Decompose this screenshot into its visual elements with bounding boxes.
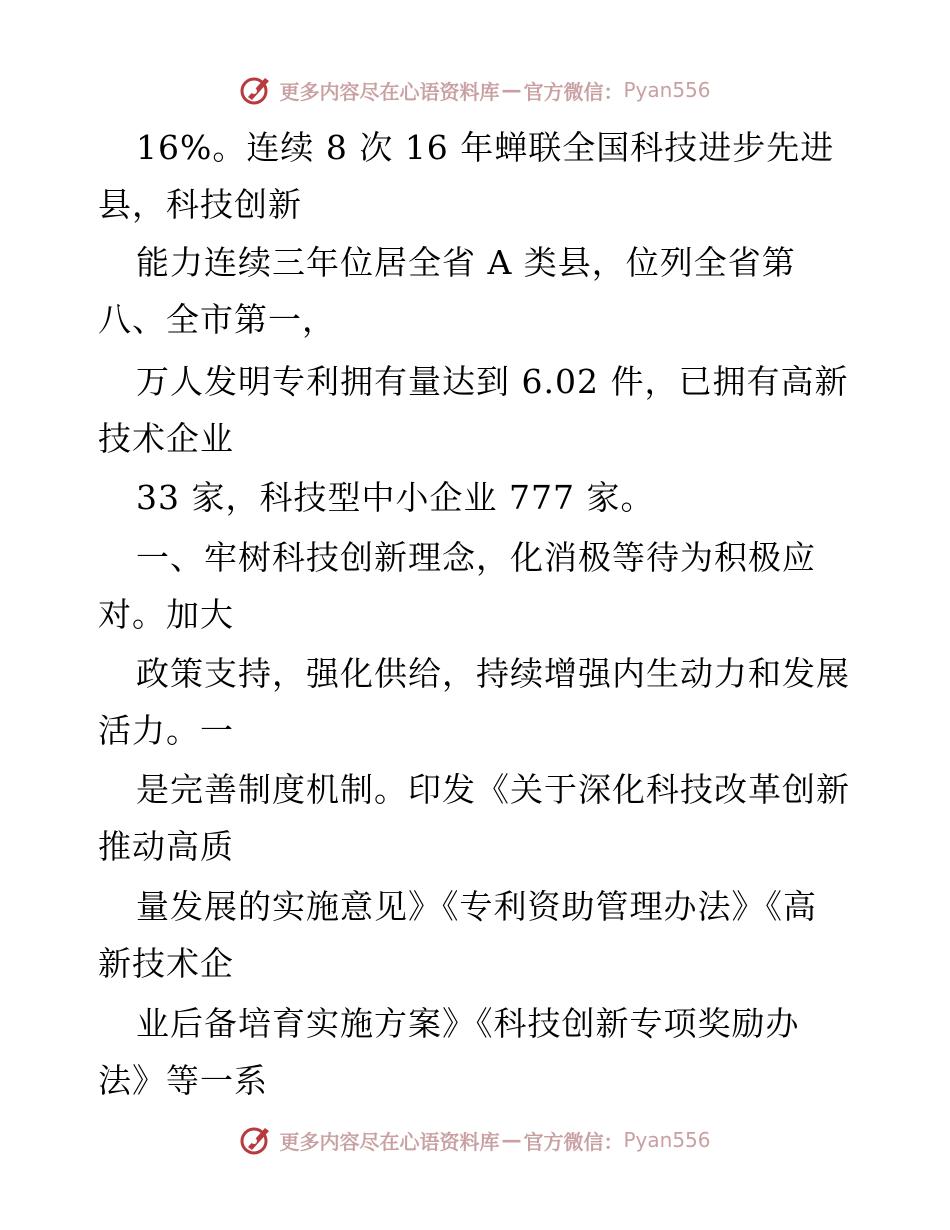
text-line: 33 家，科技型中小企业 777 家。 — [136, 478, 655, 517]
text-line: 技术企业 — [98, 419, 234, 458]
text-line: 是完善制度机制。印发《关于深化科技改革创新 — [136, 770, 850, 809]
watermark-text: 更多内容尽在心语资料库 — [279, 79, 500, 104]
text-line: 推动高质 — [98, 827, 234, 866]
text-line: 16%。连续 8 次 16 年蝉联全国科技进步先进 — [136, 128, 835, 167]
watermark-dash: — — [501, 1128, 522, 1152]
watermark-label: 官方微信： — [523, 79, 624, 104]
text-line: 政策支持，强化供给，持续增强内生动力和发展 — [136, 654, 850, 693]
text-line: 量发展的实施意见》《专利资助管理办法》《高 — [136, 887, 817, 926]
text-line: 业后备培育实施方案》《科技创新专项奖励办 — [136, 1004, 800, 1043]
text-line: 活力。一 — [98, 711, 234, 750]
text-line: 能力连续三年位居全省 A 类县，位列全省第 — [136, 243, 796, 282]
text-line: 一、牢树科技创新理念，化消极等待为积极应 — [136, 538, 816, 577]
footer-watermark — [0, 1122, 950, 1158]
text-line: 对。加大 — [98, 595, 234, 634]
text-line: 县，科技创新 — [98, 185, 302, 224]
quill-logo-icon — [239, 1123, 273, 1157]
text-line: 法》等一系 — [98, 1061, 268, 1100]
text-line: 新技术企 — [98, 944, 234, 983]
watermark-wechat-id: Pyan556 — [623, 1128, 711, 1152]
watermark-dash: — — [501, 78, 522, 102]
watermark-label: 官方微信： — [523, 1129, 624, 1154]
text-line: 八、全市第一， — [98, 300, 336, 339]
watermark-wechat-id: Pyan556 — [623, 78, 711, 102]
watermark-text: 更多内容尽在心语资料库 — [279, 1129, 500, 1154]
text-line: 万人发明专利拥有量达到 6.02 件，已拥有高新 — [136, 362, 849, 401]
